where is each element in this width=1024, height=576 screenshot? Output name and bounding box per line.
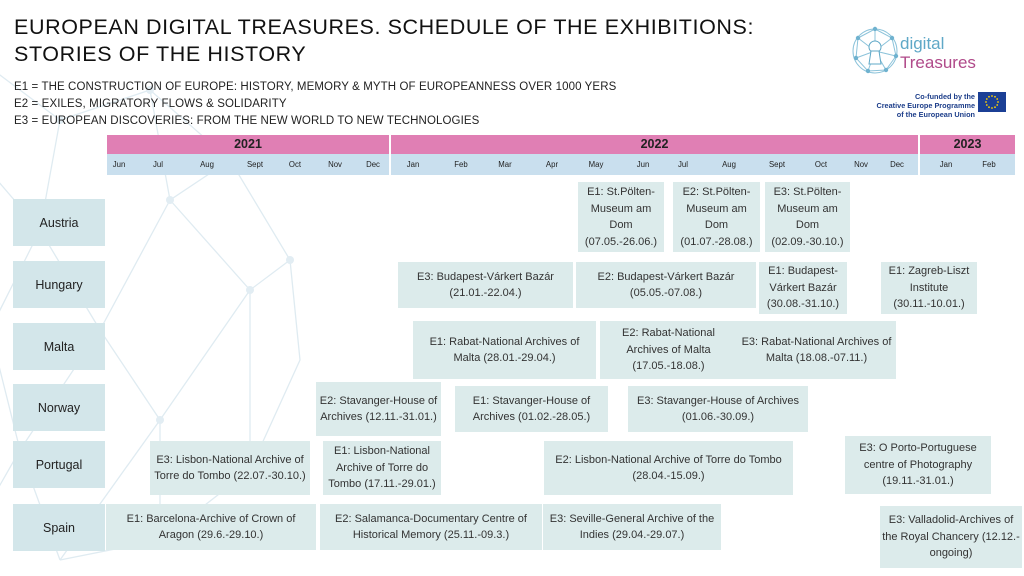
- country-portugal: Portugal: [13, 441, 105, 488]
- month-jul-2022: Jul: [668, 154, 698, 175]
- month-aug-2021: Aug: [190, 154, 224, 175]
- event-spain-valladolid: E3: Valladolid-Archives of the Royal Chancery (12.12.-ongoing): [880, 506, 1022, 568]
- country-malta: Malta: [13, 323, 105, 370]
- month-nov-2021: Nov: [320, 154, 350, 175]
- month-jan-2023: Jan: [931, 154, 961, 175]
- month-apr-2022: Apr: [537, 154, 567, 175]
- event-spain-e1: E1: Barcelona-Archive of Crown of Aragon (29.6.-29.10.): [106, 504, 316, 550]
- event-portugal-e3: E3: Lisbon-National Archive of Torre do Tombo (22.07.-30.10.): [150, 441, 310, 495]
- legend-e2: E2 = EXILES, MIGRATORY FLOWS & SOLIDARITY: [14, 98, 287, 110]
- event-norway-e1: E1: Stavanger-House of Archives (01.02.-28.05.): [455, 386, 608, 432]
- month-oct-2022: Oct: [806, 154, 836, 175]
- month-may-2022: May: [581, 154, 611, 175]
- country-spain: Spain: [13, 504, 105, 551]
- year-2022: 2022: [391, 135, 918, 154]
- event-austria-e1: E1: St.Pölten-Museum am Dom (07.05.-26.06.): [578, 182, 664, 252]
- event-spain-e3: E3: Seville-General Archive of the Indies (29.04.-29.07.): [543, 504, 721, 550]
- country-austria: Austria: [13, 199, 105, 246]
- event-hungary-e3: E3: Budapest-Várkert Bazár (21.01.-22.04.): [398, 262, 573, 308]
- event-austria-e3: E3: St.Pölten-Museum am Dom (02.09.-30.10.): [765, 182, 850, 252]
- legend-e3: E3 = EUROPEAN DISCOVERIES: FROM THE NEW WORLD TO NEW TECHNOLOGIES: [14, 115, 480, 127]
- eu-flag-icon: [978, 92, 1006, 112]
- event-portugal-e2: E2: Lisbon-National Archive of Torre do Tombo (28.04.-15.09.): [544, 441, 793, 495]
- event-malta-e1: E1: Rabat-National Archives of Malta (28.01.-29.04.): [413, 321, 596, 379]
- month-dec-2021: Dec: [358, 154, 388, 175]
- month-jun-2021: Jun: [107, 154, 131, 175]
- eu-line-2: Creative Europe Programme: [876, 101, 975, 110]
- event-hungary-e1: E1: Budapest-Várkert Bazár (30.08.-31.10.): [759, 262, 847, 314]
- month-nov-2022: Nov: [846, 154, 876, 175]
- year-2021: 2021: [107, 135, 389, 154]
- country-norway: Norway: [13, 384, 105, 431]
- event-spain-e2: E2: Salamanca-Documentary Centre of Historical Memory (25.11.-09.3.): [320, 504, 542, 550]
- month-jul-2021: Jul: [142, 154, 174, 175]
- event-hungary-e2: E2: Budapest-Várkert Bazár (05.05.-07.08.): [576, 262, 756, 308]
- month-mar-2022: Mar: [490, 154, 520, 175]
- eu-line-3: of the European Union: [896, 110, 975, 119]
- event-hungary-zagreb: E1: Zagreb-Liszt Institute (30.11.-10.01.): [881, 262, 977, 314]
- event-norway-e3: E3: Stavanger-House of Archives (01.06.-30.09.): [628, 386, 808, 432]
- month-oct-2021: Oct: [280, 154, 310, 175]
- event-portugal-porto: E3: O Porto-Portuguese centre of Photography (19.11.-31.01.): [845, 436, 991, 494]
- month-feb-2022: Feb: [446, 154, 476, 175]
- eu-cofunding-text: [840, 92, 975, 119]
- month-feb-2023: Feb: [974, 154, 1004, 175]
- month-sept-2022: Sept: [760, 154, 794, 175]
- month-sept-2021: Sept: [238, 154, 272, 175]
- year-2023: 2023: [920, 135, 1015, 154]
- logo-word-treasures: Treasures: [900, 53, 976, 72]
- eu-line-1: Co-funded by the: [915, 92, 975, 101]
- logo-word-digital: digital: [900, 34, 945, 53]
- event-malta-e3: E3: Rabat-National Archives of Malta (18.08.-07.11.): [737, 321, 896, 379]
- legend-e1: E1 = THE CONSTRUCTION OF EUROPE: HISTORY, MEMORY & MYTH OF EUROPEANNESS OVER 1000 YERS: [14, 81, 617, 93]
- event-portugal-e1: E1: Lisbon-National Archive of Torre do Tombo (17.11.-29.01.): [323, 441, 441, 495]
- month-aug-2022: Aug: [714, 154, 744, 175]
- month-dec-2022: Dec: [882, 154, 912, 175]
- country-hungary: Hungary: [13, 261, 105, 308]
- page-title: EUROPEAN DIGITAL TREASURES. SCHEDULE OF THE EXHIBITIONS: STORIES OF THE HISTORY: [14, 15, 755, 66]
- month-jun-2022: Jun: [628, 154, 658, 175]
- event-norway-e2: E2: Stavanger-House of Archives (12.11.-31.01.): [316, 382, 441, 436]
- month-jan-2022: Jan: [398, 154, 428, 175]
- event-malta-e2: E2: Rabat-National Archives of Malta (17.05.-18.08.): [600, 321, 737, 379]
- event-austria-e2: E2: St.Pölten-Museum am Dom (01.07.-28.08.): [673, 182, 760, 252]
